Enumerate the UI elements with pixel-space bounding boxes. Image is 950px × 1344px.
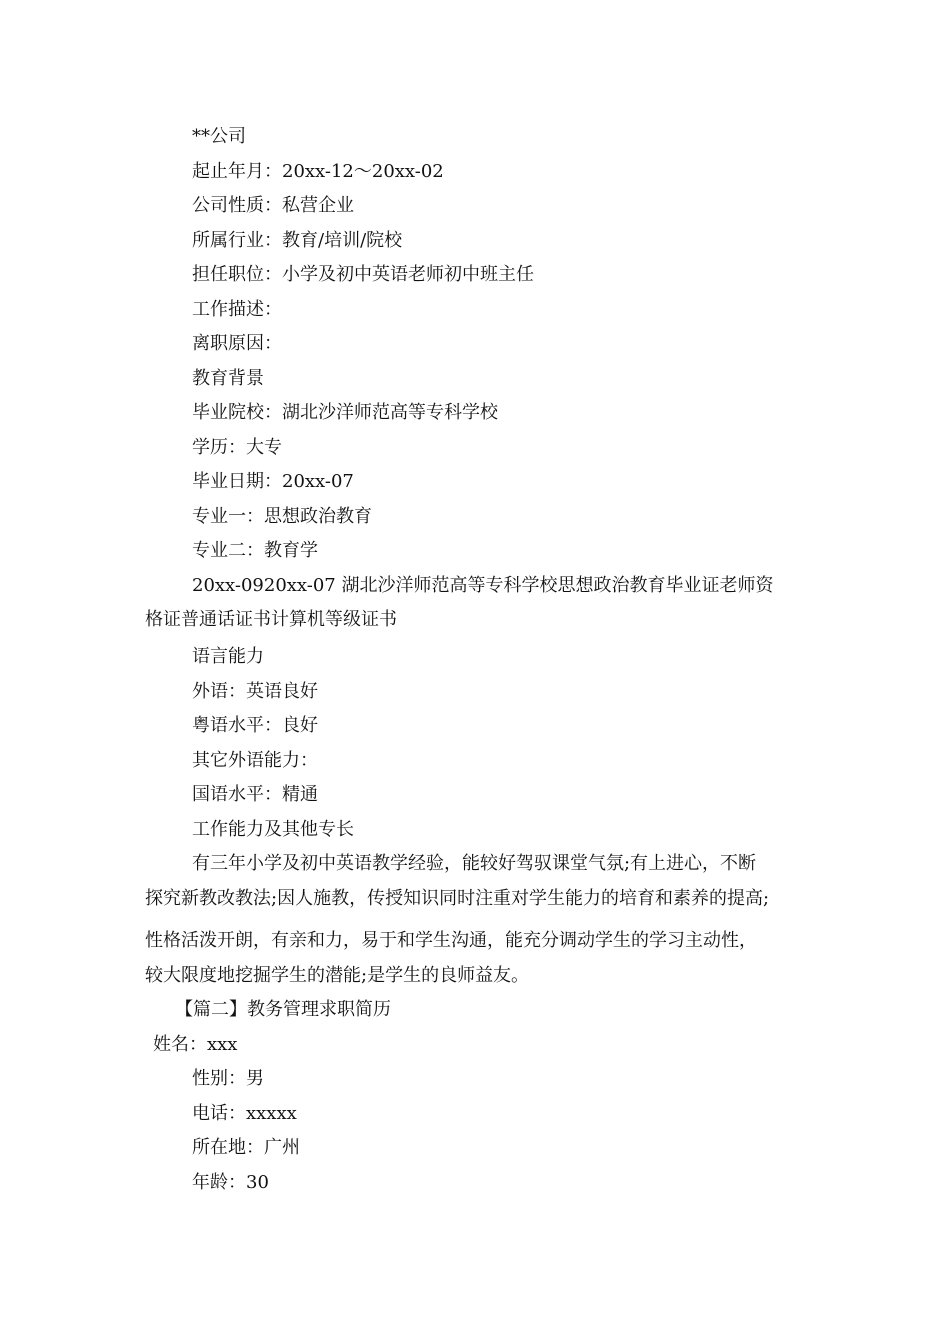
other-languages: 其它外语能力：	[192, 750, 318, 771]
resume-two-location: 所在地：广州	[192, 1137, 300, 1158]
major-two: 专业二：教育学	[192, 540, 318, 561]
graduate-school: 毕业院校：湖北沙洋师范高等专科学校	[192, 402, 498, 423]
skills-line-1: 有三年小学及初中英语教学经验，能较好驾驭课堂气氛;有上进心，不断	[192, 853, 757, 874]
mandarin-level: 国语水平：精通	[192, 784, 318, 805]
skills-line-3: 性格活泼开朗，有亲和力，易于和学生沟通，能充分调动学生的学习主动性，	[145, 930, 757, 951]
education-heading: 教育背景	[192, 368, 264, 389]
skills-heading: 工作能力及其他专长	[192, 819, 354, 840]
resume-two-name: 姓名：xxx	[153, 1034, 238, 1055]
cantonese-level: 粤语水平：良好	[192, 715, 318, 736]
resume-two-gender: 性别：男	[192, 1068, 264, 1089]
company-name: **公司	[192, 126, 246, 147]
job-description: 工作描述：	[192, 299, 282, 320]
graduation-date: 毕业日期：20xx-07	[192, 471, 354, 492]
leave-reason: 离职原因：	[192, 333, 282, 354]
education-summary-line-2: 格证普通话证书计算机等级证书	[145, 609, 397, 630]
employment-period: 起止年月：20xx-12～20xx-02	[192, 161, 444, 182]
resume-two-age: 年龄：30	[192, 1172, 269, 1193]
skills-line-2: 探究新教改教法;因人施教，传授知识同时注重对学生能力的培育和素养的提高;	[145, 888, 770, 909]
skills-line-4: 较大限度地挖掘学生的潜能;是学生的良师益友。	[145, 965, 530, 986]
resume-two-title: 【篇二】教务管理求职简历	[175, 999, 391, 1020]
education-summary-line-1: 20xx-0920xx-07 湖北沙洋师范高等专科学校思想政治教育毕业证老师资	[192, 575, 774, 596]
foreign-language: 外语：英语良好	[192, 681, 318, 702]
industry: 所属行业：教育/培训/院校	[192, 230, 403, 251]
degree: 学历：大专	[192, 437, 282, 458]
language-heading: 语言能力	[192, 646, 264, 667]
major-one: 专业一：思想政治教育	[192, 506, 372, 527]
resume-two-phone: 电话：xxxxx	[192, 1103, 297, 1124]
company-type: 公司性质：私营企业	[192, 195, 354, 216]
position: 担任职位：小学及初中英语老师初中班主任	[192, 264, 534, 285]
